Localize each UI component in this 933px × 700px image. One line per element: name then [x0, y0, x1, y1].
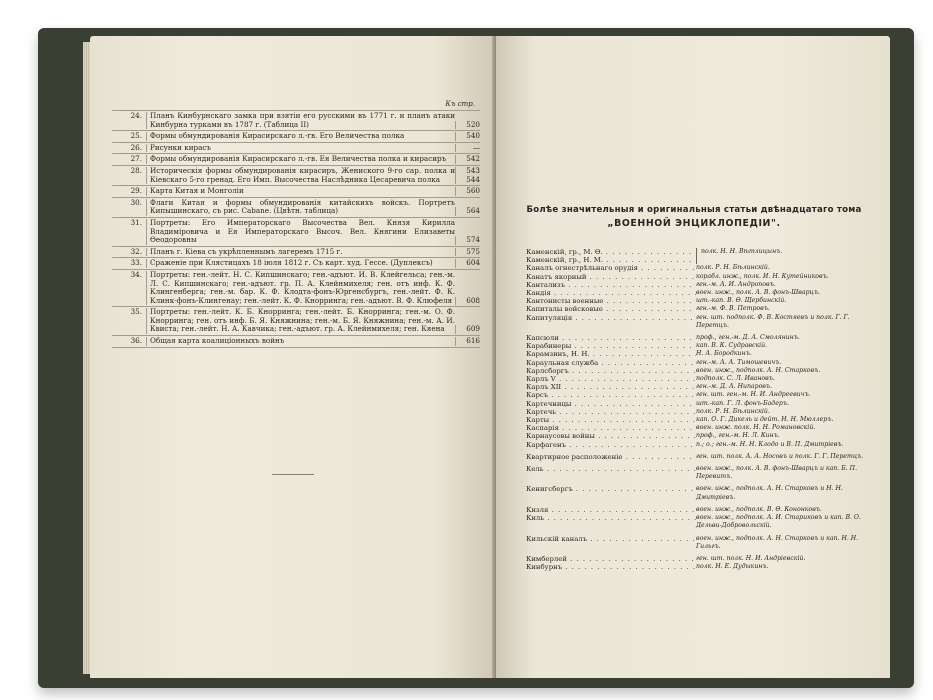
article-author: подполк. С. Л. Ивановъ. [696, 375, 775, 383]
toc-page: 564 [455, 207, 480, 216]
toc-text: Карта Китая и Монголіи [146, 187, 455, 196]
toc-page: 609 [455, 325, 480, 334]
right-page [496, 36, 890, 678]
toc-text: Формы обмундированія Кирасирскаго л.-гв. Его Величества полка [146, 132, 455, 141]
article-author: ген. шт. полк. А. А. Носовъ и полк. Г. Г. Перетцъ. [696, 452, 864, 460]
article-row [526, 289, 866, 297]
article-row [526, 400, 866, 408]
article-name: Кильскій каналъ . . . [526, 535, 696, 551]
article-name: Карфагенъ . . . [526, 441, 696, 449]
toc-text: Портреты: ген.-лейт. К. Б. Кнорринга; ген.-лейт. Б. Кнорринга; ген.-м. О. Ф. Кнорринга; ген. отъ инф. Б. Я. Княжнина; ген.-м. Б. Я. Княжнина; ген.-м. А. И. Квиста; ген.-лейт. Н. А. Кавчика; ген.-адъют. гр. А. Клейнмихеля; ген. Кяена [146, 308, 455, 334]
article-name: Карлъ V . . . [526, 375, 696, 383]
article-author: проф., ген.-м. Д. А. Смолянинъ. [696, 334, 800, 342]
toc-text: Портреты: Его Императорскаго Высочества Вел. Князя Кирилла Владиміровича и Ея Императорскаго Высоч. Вел. Княгини Елизаветы Ѳеодоровны [146, 219, 455, 245]
toc-page: — [455, 144, 480, 153]
article-author: воен. инж., подполк. А. Н. Старковъ. [696, 366, 821, 374]
articles-list [526, 248, 866, 571]
article-row [526, 465, 866, 481]
toc-row [112, 335, 480, 347]
toc-number: 35. [130, 307, 142, 317]
article-row [526, 256, 866, 264]
article-name: Капитуляція . . . [526, 314, 696, 330]
article-author: проф., ген.-м. Н. Л. Кинъ. [696, 432, 780, 440]
toc-number: 25. [130, 131, 142, 141]
toc-number: 30. [130, 197, 142, 207]
article-name: Каменскій, гр., М. Ѳ. . . . [526, 248, 696, 256]
article-row [526, 535, 866, 551]
article-row [526, 441, 866, 449]
article-author [696, 256, 866, 264]
toc-row [112, 130, 480, 142]
article-row [526, 264, 866, 272]
article-row [526, 424, 866, 432]
article-author: шт.-кап. Г. Л. фонъ-Бадеръ. [696, 399, 789, 407]
article-name: Кинбурнъ . . . [526, 563, 696, 571]
article-name: Карлъ XII . . . [526, 383, 696, 391]
article-author: воен. инж., подполк. В. Ѳ. Кононковъ. [696, 505, 822, 513]
article-name: Капиталы войсковые . . . [526, 305, 696, 313]
article-author: ген.-м. Д. А. Нипаровъ. [696, 383, 773, 391]
article-author: п.; о.; ген.-м. Н. Н. Клодо и В. П. Дмитріевъ. [696, 440, 844, 448]
article-name: Кенигсбергъ . . . [526, 485, 696, 501]
article-row [526, 453, 866, 461]
article-row [526, 391, 866, 399]
toc-text: Рисунки кирасъ [146, 144, 455, 153]
article-row [526, 334, 866, 342]
toc-text: Портреты: ген.-лейт. Н. С. Кипшинскаго; ген.-адъют. И. В. Клейгельса; ген.-м. Л. С. Кипшинскаго; ген.-адъют. гр. П. А. Клейнмихеля; ген. отъ инф. К. Ф. Клингенберга; ген.-м. бар. К. Ф. Клодта-фонъ-Юргенсбургъ, ген.-лейт. Ф. К. Клинк-фонъ-Клингенау; ген.-лейт. К. Ф. Кнорринга; ген.-адъют. В. Ф. Клюфеля [146, 271, 455, 305]
article-name: Киль . . . [526, 514, 696, 530]
article-name: Карабинеры . . . [526, 342, 696, 350]
column-header: Къ стр. [445, 100, 475, 108]
toc-number: 31. [130, 217, 142, 227]
article-name: Канатъ якорный . . . [526, 273, 696, 281]
toc-row [112, 246, 480, 258]
title-line-1: Болѣе значительныя и оригинальныя статьи двѣнадцатаго тома [526, 205, 862, 215]
article-row [526, 416, 866, 424]
article-author: воен. инж., подполк. А. Н. Старковъ и кап. Н. Н. Гильгъ. [696, 534, 859, 550]
toc-text: Историческія формы обмундированія кирасиръ, Жениского 9-го сар. полка и Кіевскаго 5-го гренад. Его Имп. Высочества Наслѣдника Цесаревича полка [146, 167, 455, 184]
article-author: полк. Р. Н. Бѣлинскій. [696, 407, 770, 415]
article-row [526, 432, 866, 440]
toc-row [112, 110, 480, 130]
article-name: Каналъ огнестрѣльнаго орудія . . . [526, 264, 696, 272]
article-name: Квартирное расположеніе . . . [526, 453, 696, 461]
article-name: Кантализъ . . . [526, 281, 696, 289]
article-name: Караульная служба . . . [526, 359, 696, 367]
article-author: полк. Р. Н. Бѣлинскій. [696, 264, 770, 272]
toc-page: 560 [455, 187, 480, 196]
article-author: воен. инж. полк. Н. Н. Романовскій. [696, 424, 816, 432]
article-author: воен. инж., полк. А. В. фонъ-Шварцъ и кап. Б. П. Перевитъ. [696, 465, 858, 481]
toc-number: 33. [130, 258, 142, 268]
article-row [526, 248, 866, 256]
article-name: Карты . . . [526, 416, 696, 424]
article-row [526, 342, 866, 350]
toc-row [112, 257, 480, 269]
toc-page: 540 [455, 132, 480, 141]
article-row [526, 297, 866, 305]
toc-page: 616 [455, 337, 480, 346]
article-name: Карлсборгъ . . . [526, 367, 696, 375]
article-name: Карсъ . . . [526, 391, 696, 399]
toc-text: Общая карта коалиціонныхъ войнъ [146, 337, 455, 346]
toc-number: 26. [130, 142, 142, 152]
toc-row [112, 217, 480, 246]
article-row [526, 375, 866, 383]
article-author: Н. А. Бородкинъ. [696, 350, 752, 358]
title-line-2: „ВОЕННОЙ ЭНЦИКЛОПЕДІИ". [607, 218, 781, 229]
toc-row [112, 153, 480, 165]
article-row [526, 485, 866, 501]
article-author: ген. шт. подполк. Ф. В. Костяевъ и полк. Г. Г. Перетцъ. [696, 313, 850, 329]
toc-page: 543 544 [455, 167, 480, 184]
article-author: воен. инж., подполк. А. Н. Старковъ и Н. Н. Дмитріевъ. [696, 485, 843, 501]
article-row [526, 367, 866, 375]
toc-row [112, 142, 480, 154]
toc-number: 27. [130, 154, 142, 164]
toc-page: 575 [455, 248, 480, 257]
article-name: Карнаусовы войны . . . [526, 432, 696, 440]
article-row [526, 514, 866, 530]
toc-number: 34. [130, 269, 142, 279]
article-row [526, 383, 866, 391]
toc-page: 574 [455, 236, 480, 245]
article-name: Кель . . . [526, 465, 696, 481]
footer-rule [272, 474, 314, 475]
toc-number: 28. [130, 165, 142, 175]
article-name: Кантонисты военные . . . [526, 297, 696, 305]
article-author: воен. инж., полк. А. В. фонъ-Шварцъ. [696, 289, 820, 297]
open-book [38, 28, 914, 688]
toc-text: Сраженіе при Клястицахъ 18 іюля 1812 г. Съ карт. худ. Гессе. (Дуплексъ) [146, 259, 455, 268]
article-name: Кизля . . . [526, 506, 696, 514]
article-name: Картечь . . . [526, 408, 696, 416]
toc-number: 29. [130, 186, 142, 196]
article-author: ген. шт. полк. Н. И. Андріевскій. [696, 554, 806, 562]
illustrations-list [112, 110, 480, 348]
toc-text: Планъ г. Кіева съ укрѣпленнымъ лагеремъ 1715 г. [146, 248, 455, 257]
article-row [526, 305, 866, 313]
article-author: корабл. инж., полк. И. Н. Кутейниковъ. [696, 272, 829, 280]
toc-page: 608 [455, 297, 480, 306]
toc-row [112, 185, 480, 197]
article-name: Картечницы . . . [526, 400, 696, 408]
article-author: воен. инж., подполк. А. И. Стариковъ и кап. В. О. Дельви-Добровольскій. [696, 514, 861, 530]
article-row [526, 281, 866, 289]
toc-row [112, 306, 480, 335]
article-author: кап. О. Г. Дикель и дейт. Н. Н. Мюллеръ. [696, 416, 834, 424]
article-author: кап. В. К. Судравскій. [696, 342, 768, 350]
article-row [526, 273, 866, 281]
article-author: шт.-кап. В. Ѳ. Щербинскій. [696, 297, 787, 305]
article-author: ген.-м. А. И. Андроповъ. [696, 280, 776, 288]
article-name: Каспарія . . . [526, 424, 696, 432]
article-name: Кандія . . . [526, 289, 696, 297]
left-page [90, 36, 495, 678]
article-row [526, 563, 866, 571]
toc-row [112, 165, 480, 185]
toc-text: Планъ Кинбурнскаго замка при взятіи его русскими въ 1771 г. и планъ атаки Кинбурна турками въ 1787 г. (Таблица II) [146, 112, 455, 129]
toc-end-rule [112, 347, 480, 348]
toc-number: 24. [130, 111, 142, 120]
toc-number: 36. [130, 336, 142, 346]
article-row [526, 408, 866, 416]
article-name: Кимберлей . . . [526, 555, 696, 563]
article-author: ген.-м. А. А. Тимошевичъ. [696, 358, 782, 366]
article-author: полк. Н. Н. Вѣтлицынъ. [696, 248, 866, 256]
article-row [526, 506, 866, 514]
toc-number: 32. [130, 246, 142, 256]
article-author: ген.-м. Ф. В. Петровъ. [696, 305, 770, 313]
toc-text: Флаги Китая и формы обмундированія китайскихъ войскъ. Портретъ Кипышинскаго, съ рис. Cabane. (Цвѣтн. таблица) [146, 199, 455, 216]
toc-row [112, 269, 480, 306]
article-author: ген. шт. ген.-м. Н. И. Андреевичъ. [696, 391, 811, 399]
article-row [526, 350, 866, 358]
article-row [526, 555, 866, 563]
toc-row [112, 197, 480, 217]
article-row [526, 314, 866, 330]
article-author: полк. Н. Е. Дудыкинъ. [696, 563, 769, 571]
article-name: Каменскій, гр., Н. М. . . . [526, 256, 696, 264]
toc-page: 604 [455, 259, 480, 268]
article-name: Карамзинъ, Н. Н. . . . [526, 350, 696, 358]
article-name: Капсюли . . . [526, 334, 696, 342]
page-title [514, 204, 874, 230]
toc-page: 542 [455, 155, 480, 164]
toc-page: 520 [455, 121, 480, 130]
article-row [526, 359, 866, 367]
toc-text: Формы обмундированія Кирасирскаго л.-гв. Ея Величества полка и кирасиръ [146, 155, 455, 164]
